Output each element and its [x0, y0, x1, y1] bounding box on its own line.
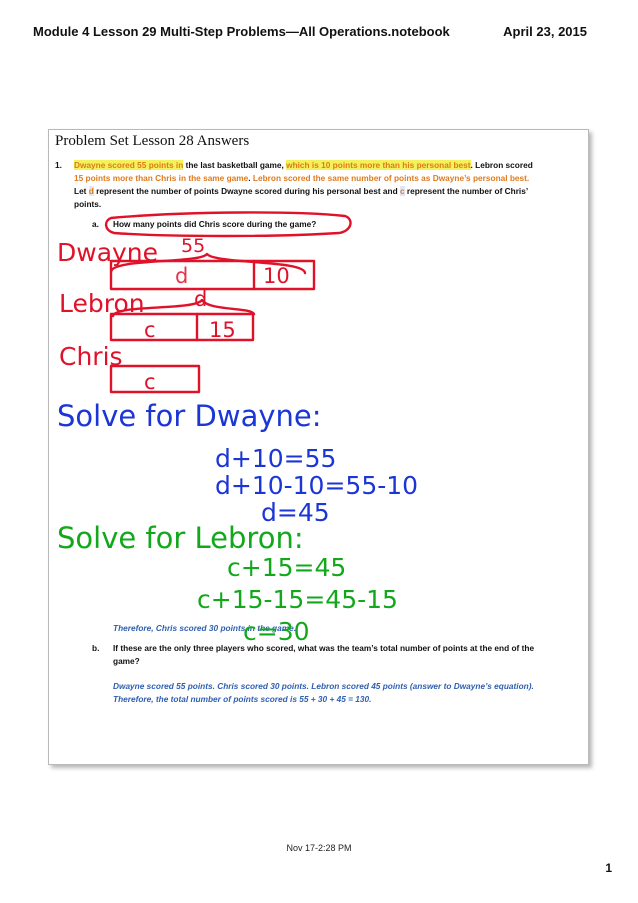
highlight-dwayne-55: Dwayne scored 55 points in	[74, 160, 184, 170]
hw-eq3: d=45	[261, 498, 330, 527]
hw-fifty-five: 55	[181, 235, 206, 257]
hw-eq4: c+15=45	[227, 553, 347, 582]
hw-eq5: c+15-15=45-15	[197, 585, 398, 614]
hw-eq6: c=30	[243, 617, 310, 646]
hw-fifteen: 15	[209, 318, 236, 342]
text-lebron-same: Lebron scored the same number of points as Dwayne’s personal best.	[252, 173, 530, 183]
hw-c2: c	[144, 370, 156, 394]
highlight-10-more: which is 10 points more than his personal best	[286, 160, 471, 170]
text-last-game: the last basketball game,	[183, 160, 287, 170]
page-number: 1	[605, 861, 612, 875]
text-15-more: 15 points more than Chris in the same game	[74, 173, 249, 183]
footer-timestamp: Nov 17-2:28 PM	[286, 843, 352, 853]
notebook-title: Module 4 Lesson 29 Multi-Step Problems—All Operations.notebook	[33, 24, 450, 39]
hw-dwayne: Dwayne	[57, 238, 159, 267]
problem-line-4: points.	[74, 199, 102, 209]
hw-d-label: d	[175, 264, 189, 288]
variable-d: d	[88, 186, 94, 196]
part-b-answer-line-1: Dwayne scored 55 points. Chris scored 30 points. Lebron scored 45 points (answer to Dwayne’s equation).	[113, 681, 534, 691]
notebook-page	[48, 129, 589, 765]
text-let: Let	[74, 186, 89, 196]
hw-lebron: Lebron	[59, 289, 145, 318]
part-a-question: How many points did Chris score during the game?	[113, 219, 317, 229]
part-b-question-line-2: game?	[113, 656, 140, 666]
hw-eq1: d+10=55	[215, 444, 337, 473]
hw-chris: Chris	[59, 342, 123, 371]
part-b-question-line-1: If these are the only three players who scored, what was the team’s total number of points at the end of the	[113, 643, 535, 653]
slide-title: Problem Set Lesson 28 Answers	[55, 133, 250, 149]
question-ink-circle	[106, 212, 350, 236]
text-represent-d: represent the number of points Dwayne scored during his personal best and	[93, 186, 400, 196]
part-a-answer: Therefore, Chris scored 30 points in the game.	[113, 623, 297, 633]
hw-eq2: d+10-10=55-10	[215, 471, 419, 500]
text-represent-c: represent the number of Chris’	[404, 186, 529, 196]
part-b-answer-line-2: Therefore, the total number of points scored is 55 + 30 + 45 = 130.	[113, 694, 372, 704]
ink-layer	[49, 130, 588, 764]
hw-ten: 10	[263, 264, 290, 288]
header-date: April 23, 2015	[503, 24, 587, 39]
part-a-label: a.	[92, 219, 99, 229]
part-b-label: b.	[92, 643, 100, 653]
hw-c1: c	[144, 318, 156, 342]
hw-solve-lebron: Solve for Lebron:	[57, 521, 304, 555]
hw-d-over: d	[194, 287, 208, 311]
variable-c: c	[399, 186, 405, 196]
text-period: .	[248, 173, 253, 183]
problem-number: 1.	[55, 160, 62, 170]
hw-solve-dwayne: Solve for Dwayne:	[57, 399, 322, 433]
text-lebron-scored: . Lebron scored	[470, 160, 533, 170]
